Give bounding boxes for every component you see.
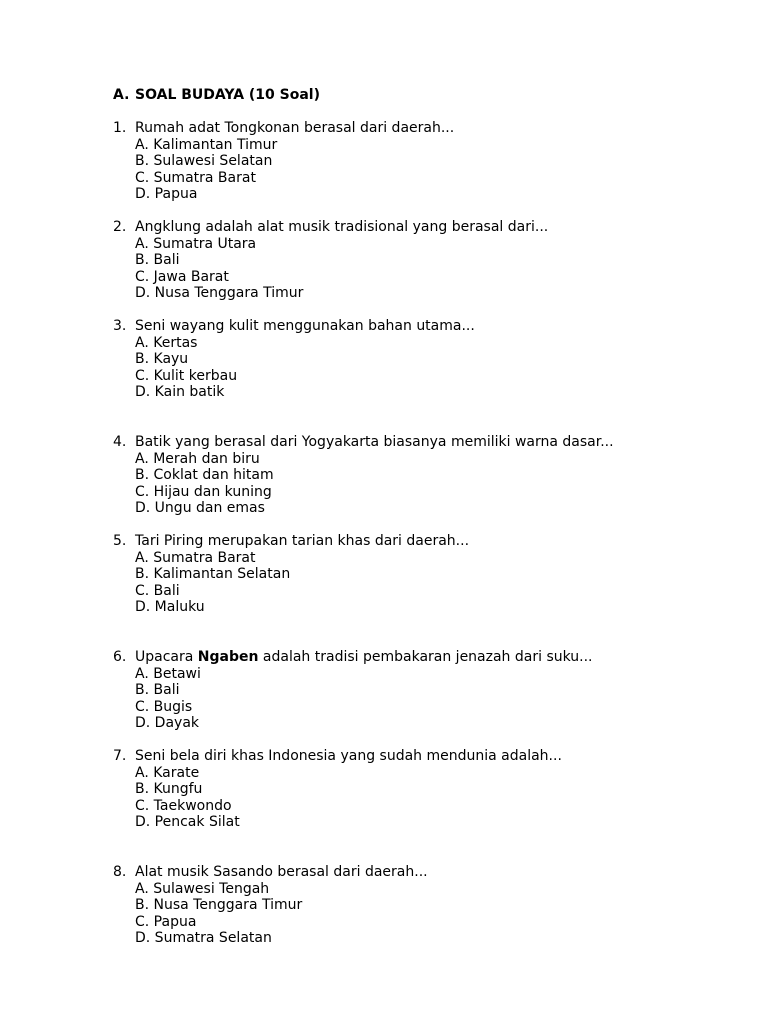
option-b: B. Sulawesi Selatan: [135, 153, 273, 170]
question-number: 3.: [113, 318, 127, 334]
question-7: [113, 748, 733, 831]
question-text-before: Tari Piring merupakan tarian khas dari daerah...: [135, 533, 470, 549]
question-text-after: adalah tradisi pembakaran jenazah dari suku...: [258, 649, 593, 665]
question-8: [113, 864, 733, 947]
section-letter: A.: [113, 87, 130, 103]
question-text: [113, 434, 733, 451]
option-a: A. Merah dan biru: [135, 450, 260, 467]
option-d: D. Papua: [135, 186, 198, 203]
answer-options: [135, 335, 733, 401]
option-c: C. Bali: [135, 582, 180, 599]
option-a: A. Sumatra Barat: [135, 549, 256, 566]
option-d: D. Pencak Silat: [135, 814, 240, 831]
option-a: A. Kalimantan Timur: [135, 136, 278, 153]
question-text-before: Alat musik Sasando berasal dari daerah...: [135, 864, 428, 880]
section-heading: [113, 87, 320, 104]
answer-options: [135, 137, 733, 203]
question-number: 5.: [113, 533, 127, 549]
question-number: 8.: [113, 864, 127, 880]
question-number: 2.: [113, 219, 127, 235]
option-b: B. Coklat dan hitam: [135, 467, 274, 484]
question-text: [113, 649, 733, 666]
option-d: D. Nusa Tenggara Timur: [135, 285, 304, 302]
answer-options: [135, 881, 733, 947]
question-text-before: Rumah adat Tongkonan berasal dari daerah...: [135, 120, 455, 136]
question-bold-term: Ngaben: [197, 649, 259, 665]
option-c: C. Jawa Barat: [135, 268, 229, 285]
option-d: D. Dayak: [135, 715, 200, 732]
option-b: B. Kungfu: [135, 781, 203, 798]
option-a: A. Kertas: [135, 334, 198, 351]
question-number: 7.: [113, 748, 127, 764]
question-text-before: Angklung adalah alat musik tradisional yang berasal dari...: [135, 219, 549, 235]
option-c: C. Hijau dan kuning: [135, 483, 272, 500]
question-number: 6.: [113, 649, 127, 665]
question-number: 1.: [113, 120, 127, 136]
question-number: 4.: [113, 434, 127, 450]
question-4: [113, 434, 733, 517]
answer-options: [135, 666, 733, 732]
option-a: A. Karate: [135, 764, 200, 781]
question-text: [113, 318, 733, 335]
option-c: C. Bugis: [135, 698, 193, 715]
question-1: [113, 120, 733, 203]
question-text-before: Seni wayang kulit menggunakan bahan utama...: [135, 318, 475, 334]
option-b: B. Bali: [135, 252, 180, 269]
question-text: [113, 219, 733, 236]
section-title-text: SOAL BUDAYA (10 Soal): [135, 87, 321, 103]
question-text: [113, 533, 733, 550]
question-text: [113, 864, 733, 881]
question-text: [113, 120, 733, 137]
option-b: B. Bali: [135, 682, 180, 699]
option-d: D. Maluku: [135, 599, 205, 616]
option-d: D. Kain batik: [135, 384, 225, 401]
question-5: [113, 533, 733, 616]
option-c: C. Sumatra Barat: [135, 169, 256, 186]
question-text-before: Batik yang berasal dari Yogyakarta biasanya memiliki warna dasar...: [135, 434, 614, 450]
answer-options: [135, 451, 733, 517]
question-3: [113, 318, 733, 401]
option-d: D. Ungu dan emas: [135, 500, 265, 517]
question-text: [113, 748, 733, 765]
option-b: B. Nusa Tenggara Timur: [135, 897, 303, 914]
question-6: [113, 649, 733, 732]
answer-options: [135, 236, 733, 302]
option-b: B. Kayu: [135, 351, 189, 368]
option-c: C. Kulit kerbau: [135, 367, 238, 384]
option-b: B. Kalimantan Selatan: [135, 566, 291, 583]
option-c: C. Papua: [135, 913, 197, 930]
option-c: C. Taekwondo: [135, 797, 232, 814]
question-text-before: Seni bela diri khas Indonesia yang sudah mendunia adalah...: [135, 748, 562, 764]
option-d: D. Sumatra Selatan: [135, 930, 272, 947]
answer-options: [135, 765, 733, 831]
question-2: [113, 219, 733, 302]
answer-options: [135, 550, 733, 616]
question-text-before: Upacara: [135, 649, 198, 665]
option-a: A. Sulawesi Tengah: [135, 880, 270, 897]
option-a: A. Betawi: [135, 665, 201, 682]
option-a: A. Sumatra Utara: [135, 235, 257, 252]
